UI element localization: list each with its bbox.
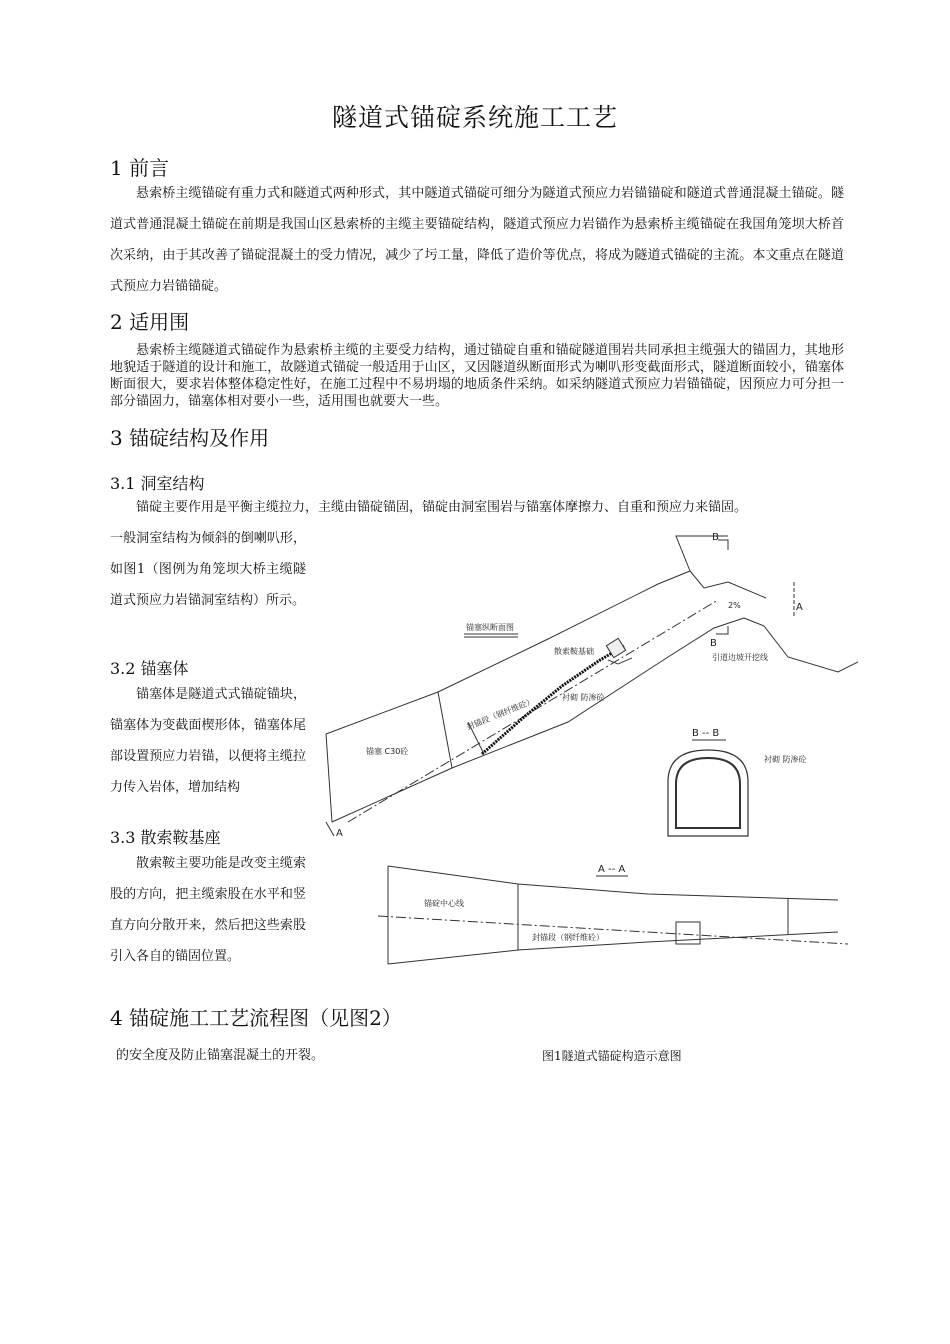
label-a-right: A bbox=[796, 602, 803, 613]
label-slope: 2% bbox=[728, 601, 741, 610]
section-3-heading: 3 锚碇结构及作用 bbox=[110, 426, 270, 450]
label-bb-title: B -- B bbox=[692, 728, 720, 739]
section-2-paragraph: 悬索桥主缆隧道式锚碇作为悬索桥主缆的主要受力结构，通过锚碇自重和锚碇隧道围岩共同承担主缆强大的锚固力，其地形地貌适于隧道的设计和施工，故隧道式锚碇一般适用于山区，又因隧道纵断面形式为喇叭形变截面形式，隧道断面较小，锚塞体断面很大，要求岩体整体稳定性好，在施工过程中不易坍塌的地质条件采纳。如采纳隧道式预应力岩锚锚碇，因预应力可分担一部分锚固力，锚塞体相对要小一些，适用围也就要大一些。 bbox=[110, 343, 844, 409]
label-b-top: B bbox=[712, 532, 719, 543]
label-a-left: A bbox=[336, 828, 343, 839]
seal-section-boundary bbox=[438, 692, 452, 768]
label-b-bottom: B bbox=[710, 638, 717, 649]
section-3-1-paragraph: 锚碇主要作用是平衡主缆拉力，主缆由锚碇锚固，锚碇由洞室围岩与锚塞体摩擦力、自重和预应力来锚固。 bbox=[136, 500, 748, 515]
label-plug: 锚塞 C30砼 bbox=[366, 747, 409, 756]
figure-caption: 图1隧道式锚碇构造示意图 bbox=[542, 1049, 682, 1063]
label-lining: 衬砌 防渗砼 bbox=[562, 693, 605, 702]
section-3-1-heading: 3.1 洞室结构 bbox=[110, 474, 205, 493]
section-2-heading: 2 适用围 bbox=[110, 310, 190, 334]
section-4-heading: 4 锚碇施工工艺流程图（见图2） bbox=[110, 1006, 402, 1030]
section-3-2-heading: 3.2 锚塞体 bbox=[110, 659, 189, 678]
section-3-1-paragraph-cont: 一般洞室结构为倾斜的倒喇叭形，如图1（图例为角笼坝大桥主缆隧道式预应力岩锚洞室结构）所示。 bbox=[110, 531, 306, 608]
label-seal: 封锚段（钢纤维砼） bbox=[465, 696, 536, 732]
label-portal: 引道边坡开挖线 bbox=[712, 653, 768, 662]
label-aa-seal: 封锚段（钢纤维砼） bbox=[532, 933, 604, 942]
label-long-section: 锚塞纵断面图 bbox=[466, 623, 514, 632]
tail-text: 的安全度及防止锚塞混凝土的开裂。 bbox=[116, 1048, 325, 1063]
label-center-line: 锚碇中心线 bbox=[424, 899, 464, 908]
section-1-heading: 1 前言 bbox=[110, 156, 170, 180]
document-title: 隧道式锚碇系统施工工艺 bbox=[331, 103, 618, 132]
bb-cross-section bbox=[668, 750, 748, 836]
label-bb-lining: 衬砌 防渗砼 bbox=[764, 755, 807, 764]
section-3-3-heading: 3.3 散索鞍基座 bbox=[110, 828, 221, 847]
section-1-paragraph: 悬索桥主缆锚碇有重力式和隧道式两种形式，其中隧道式锚碇可细分为隧道式预应力岩锚锚碇和隧道式普通混凝土锚碇。隧道式普通混凝土锚碇在前期是我国山区悬索桥的主缆主要锚碇结构，隧道式预应力岩锚作为悬索桥主缆锚碇在我国角笼坝大桥首次采纳，由于其改善了锚碇混凝土的受力情况，减少了圬工量，降低了造价等优点，将成为隧道式锚碇的主流。本文重点在隧道式预应力岩锚锚碇。 bbox=[110, 186, 844, 294]
tunnel-bottom-outline bbox=[332, 618, 744, 822]
label-saddle: 散索鞍基础 bbox=[554, 647, 594, 656]
aa-plan-section bbox=[378, 866, 848, 964]
section-3-2-paragraph: 锚塞体是隧道式式锚碇锚块，锚塞体为变截面楔形体，锚塞体尾部设置预应力岩锚，以便将主缆拉力传入岩体，增加结构 bbox=[110, 687, 306, 795]
anchorage-diagram bbox=[318, 522, 858, 982]
saddle-block bbox=[606, 638, 625, 657]
label-aa-title: A -- A bbox=[598, 864, 626, 875]
section-3-3-paragraph: 散索鞍主要功能是改变主缆索股的方向，把主缆索股在水平和竖直方向分散开来，然后把这些索股引入各自的锚固位置。 bbox=[110, 856, 306, 964]
